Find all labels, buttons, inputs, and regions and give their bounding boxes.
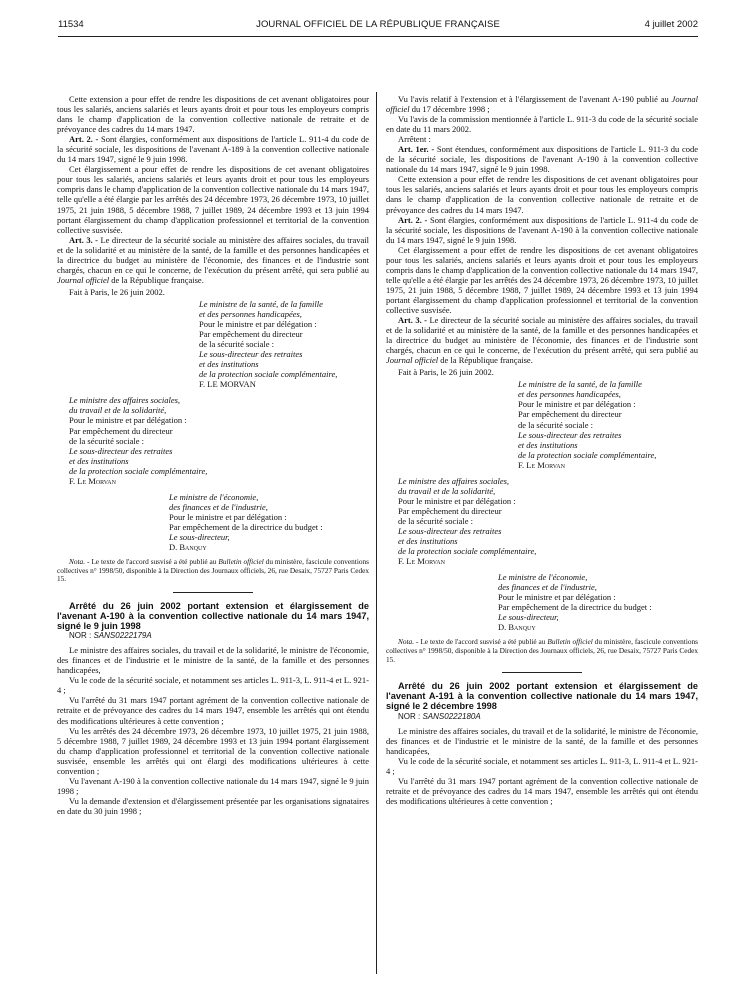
paragraph: Vu l'arrêté du 31 mars 1947 portant agrément de la convention collective nationale de retraite et de prévoyance des cadres du 14 mars 1947, ensemble les arrêtés qui ont étendu des modifications ultérieures à cette convention ; — [386, 775, 698, 806]
column-divider — [376, 92, 377, 974]
signature-block-sante: Le ministre de la santé, de la famille et des personnes handicapées, Pour le ministre et par délégation : Par empêchement du directeur de la sécurité sociale : Le sous-directeur des retraites et des institutions de la protection sociale complémentaire, F. LE MORVAN — [187, 299, 369, 389]
paragraph: Vu l'avenant A-190 à la convention collective nationale du 14 mars 1947, signé le 9 juin 1998 ; — [57, 775, 369, 796]
paragraph: Vu les arrêtés des 24 décembre 1973, 26 décembre 1973, 10 juillet 1975, 21 juin 1988, 5 décembre 1988, 7 juillet 1989, 24 décembre 1993 et 13 juin 1994 portant élargissement du champ d'application professionnel et territorial de la convention collective nationale susvisée, ensemble les arrêtés qui ont élargi des modifications ultérieures à cette convention ; — [57, 725, 369, 776]
paragraph: Vu le code de la sécurité sociale, et notamment ses articles L. 911-3, L. 911-4 et L. 921-4 ; — [57, 675, 369, 696]
arrete-title-a190: Arrêté du 26 juin 2002 portant extension et élargissement de l'avenant A-190 à la convention collective nationale du 14 mars 1947, signé le 9 juin 1998 — [57, 600, 369, 632]
signatory-name: F. LE MORVAN — [199, 379, 256, 390]
article-2: Art. 2. - Sont élargies, conformément aux dispositions de l'article L. 911-4 du code de la sécurité sociale, les dispositions de l'avenant A-190 à la convention collective nationale du 14 mars 1947, signé le 9 juin 1998. — [386, 214, 699, 245]
signatory-name: F. Le Morvan — [518, 459, 565, 470]
signatory-name: D. Banquy — [498, 622, 536, 633]
paragraph: Le ministre des affaires sociales, du travail et de la solidarité, le ministre de l'économie, des finances et de l'industrie et le ministre de la santé, de la famille et des personnes handicapées, — [386, 725, 698, 756]
signatory-name: F. Le Morvan — [398, 556, 445, 567]
article-3: Art. 3. - Le directeur de la sécurité sociale au ministère des affaires sociales, du travail et de la solidarité et au ministère de la santé, de la famille et des personnes handicapées et la directrice du budget au ministère de l'économie, des finances et de l'industrie sont chargés, chacun en ce qui le concerne, de l'exécution du présent arrêté, qui sera publié au Journal officiel de la République française. — [57, 234, 370, 285]
paragraph: Vu l'avis de la commission mentionnée à l'article L. 911-3 du code de la sécurité sociale en date du 11 mars 2002. — [386, 114, 698, 135]
page-number: 11534 — [58, 19, 84, 30]
arrete-title-a191: Arrêté du 26 juin 2002 portant extension et élargissement de l'avenant A-191 à la convention collective nationale du 14 mars 1947, signé le 2 décembre 1998 — [386, 681, 698, 712]
issue-date: 4 juillet 2002 — [644, 19, 698, 30]
page-header — [58, 19, 698, 33]
signature-block-affaires-sociales: Le ministre des affaires sociales, du travail et de la solidarité, Pour le ministre et par délégation : Par empêchement du directeur de la sécurité sociale : Le sous-directeur des retraites et des institutions de la protection sociale complémentaire, F. Le Morvan — [386, 476, 566, 566]
paragraph: Cet élargissement a pour effet de rendre les dispositions de cet avenant obligatoires pour tous les salariés, anciens salariés et leurs ayants droit et pour tous les employeurs compris dans le champ d'application de la convention collective nationale du 14 mars 1947, telle qu'elle a été élargie par les arrêtés des 24 décembre 1973, 26 décembre 1973, 10 juillet 1975, 21 juin 1988, 5 décembre 1988, 7 juillet 1989, 24 décembre 1993 et 13 juin 1994 portant élargissement du champ d'application professionnel et territorial de la convention collective susvisée. — [57, 164, 369, 235]
signature-block-sante: Le ministre de la santé, de la famille et des personnes handicapées, Pour le ministre et par délégation : Par empêchement du directeur de la sécurité sociale : Le sous-directeur des retraites et des institutions de la protection sociale complémentaire, F. Le Morvan — [506, 379, 698, 469]
nor-reference: NOR : SANS0222179A — [69, 631, 152, 641]
article-2: Art. 2. - Sont élargies, conformément aux dispositions de l'article L. 911-4 du code de la sécurité sociale, les dispositions de l'avenant A-189 à la convention collective nationale du 14 mars 1947, signé le 9 juin 1998. — [57, 134, 370, 165]
paragraph: Cet élargissement a pour effet de rendre les dispositions de cet avenant obligatoires pour tous les salariés, anciens salariés et leurs ayants droit et pour tous les employeurs compris dans le champ d'application de la convention collective nationale du 14 mars 1947, telle qu'elle a été élargie par les arrêtés des 24 décembre 1973, 26 décembre 1973, 10 juillet 1975, 21 juin 1988, 5 décembre 1988, 7 juillet 1989, 24 décembre 1993 et 13 juin 1994 portant élargissement du champ d'application professionnel et territorial de la convention collective susvisée. — [386, 244, 698, 315]
paragraph: Vu le code de la sécurité sociale, et notamment ses articles L. 911-3, L. 911-4 et L. 921-4 ; — [386, 755, 698, 776]
paragraph: Vu l'avis relatif à l'extension et à l'élargissement de l'avenant A-190 publié au Journal officiel du 17 décembre 1998 ; — [386, 94, 698, 115]
signature-block-economie: Le ministre de l'économie, des finances et de l'industrie, Pour le ministre et par délégation : Par empêchement de la directrice du budget : Le sous-directeur, D. Banquy — [157, 492, 369, 552]
signatory-name: F. Le Morvan — [69, 475, 116, 486]
signature-block-economie: Le ministre de l'économie, des finances et de l'industrie, Pour le ministre et par délégation : Par empêchement de la directrice du budget : Le sous-directeur, D. Banquy — [486, 572, 698, 632]
signing-date: Fait à Paris, le 26 juin 2002. — [69, 286, 165, 297]
nota: Nota. - Le texte de l'accord susvisé a été publié au Bulletin officiel du ministère, fascicule conventions collectives n° 1998/50, disponible à la Direction des Journaux officiels, 26, rue Desaix, 75727 Paris Cedex 15. — [57, 557, 369, 584]
paragraph: Vu la demande d'extension et d'élargissement présentée par les organisations signataires en date du 30 juin 1998 ; — [57, 795, 369, 816]
arretent-heading: Arrêtent : — [398, 134, 431, 145]
header-rule — [58, 36, 698, 37]
section-separator — [173, 592, 253, 593]
section-separator — [502, 672, 582, 673]
nota: Nota. - Le texte de l'accord susvisé a été publié au Bulletin officiel du ministère, fascicule conventions collectives n° 1998/50, disponible à la Direction des Journaux officiels, 26, rue Desaix, 75727 Paris Cedex 15. — [386, 637, 698, 664]
paragraph: Le ministre des affaires sociales, du travail et de la solidarité, le ministre de l'économie, des finances et de l'industrie et le ministre de la santé, de la famille et des personnes handicapées, — [57, 645, 369, 676]
paragraph: Cette extension a pour effet de rendre les dispositions de cet avenant obligatoires pour tous les salariés, anciens salariés et leurs ayants droit et pour tous les employeurs compris dans le champ d'application de la convention collective nationale de retraite et de prévoyance des cadres du 14 mars 1947. — [57, 94, 369, 135]
left-column — [57, 94, 369, 816]
nor-reference: NOR : SANS0222180A — [398, 711, 481, 721]
article-3: Art. 3. - Le directeur de la sécurité sociale au ministère des affaires sociales, du travail et de la solidarité et au ministère de la santé, de la famille et des personnes handicapées et la directrice du budget au ministère de l'économie, des finances et de l'industrie sont chargés, chacun en ce qui le concerne, de l'exécution du présent arrêté, qui sera publié au Journal officiel de la République française. — [386, 315, 699, 366]
signing-date: Fait à Paris, le 26 juin 2002. — [398, 367, 494, 378]
journal-title: JOURNAL OFFICIEL DE LA RÉPUBLIQUE FRANÇAISE — [256, 19, 500, 30]
signatory-name: D. Banquy — [169, 542, 207, 553]
paragraph: Cette extension a pour effet de rendre les dispositions de cet avenant obligatoires pour tous les salariés, anciens salariés et leurs ayants droit et pour tous les employeurs compris dans le champ d'application de la convention collective nationale de retraite et de prévoyance des cadres du 14 mars 1947. — [386, 174, 698, 215]
paragraph: Vu l'arrêté du 31 mars 1947 portant agrément de la convention collective nationale de retraite et de prévoyance des cadres du 14 mars 1947, ensemble les arrêtés qui ont étendu des modifications ultérieures à cette convention ; — [57, 695, 369, 726]
article-1: Art. 1er. - Sont étendues, conformément aux dispositions de l'article L. 911-3 du code de la sécurité sociale, les dispositions de l'avenant A-190 à la convention collective nationale du 14 mars 1947, signé le 9 juin 1998. — [386, 144, 698, 175]
signature-block-affaires-sociales: Le ministre des affaires sociales, du travail et de la solidarité, Pour le ministre et par délégation : Par empêchement du directeur de la sécurité sociale : Le sous-directeur des retraites et des institutions de la protection sociale complémentaire, F. Le Morvan — [57, 395, 247, 485]
right-column — [386, 94, 698, 806]
